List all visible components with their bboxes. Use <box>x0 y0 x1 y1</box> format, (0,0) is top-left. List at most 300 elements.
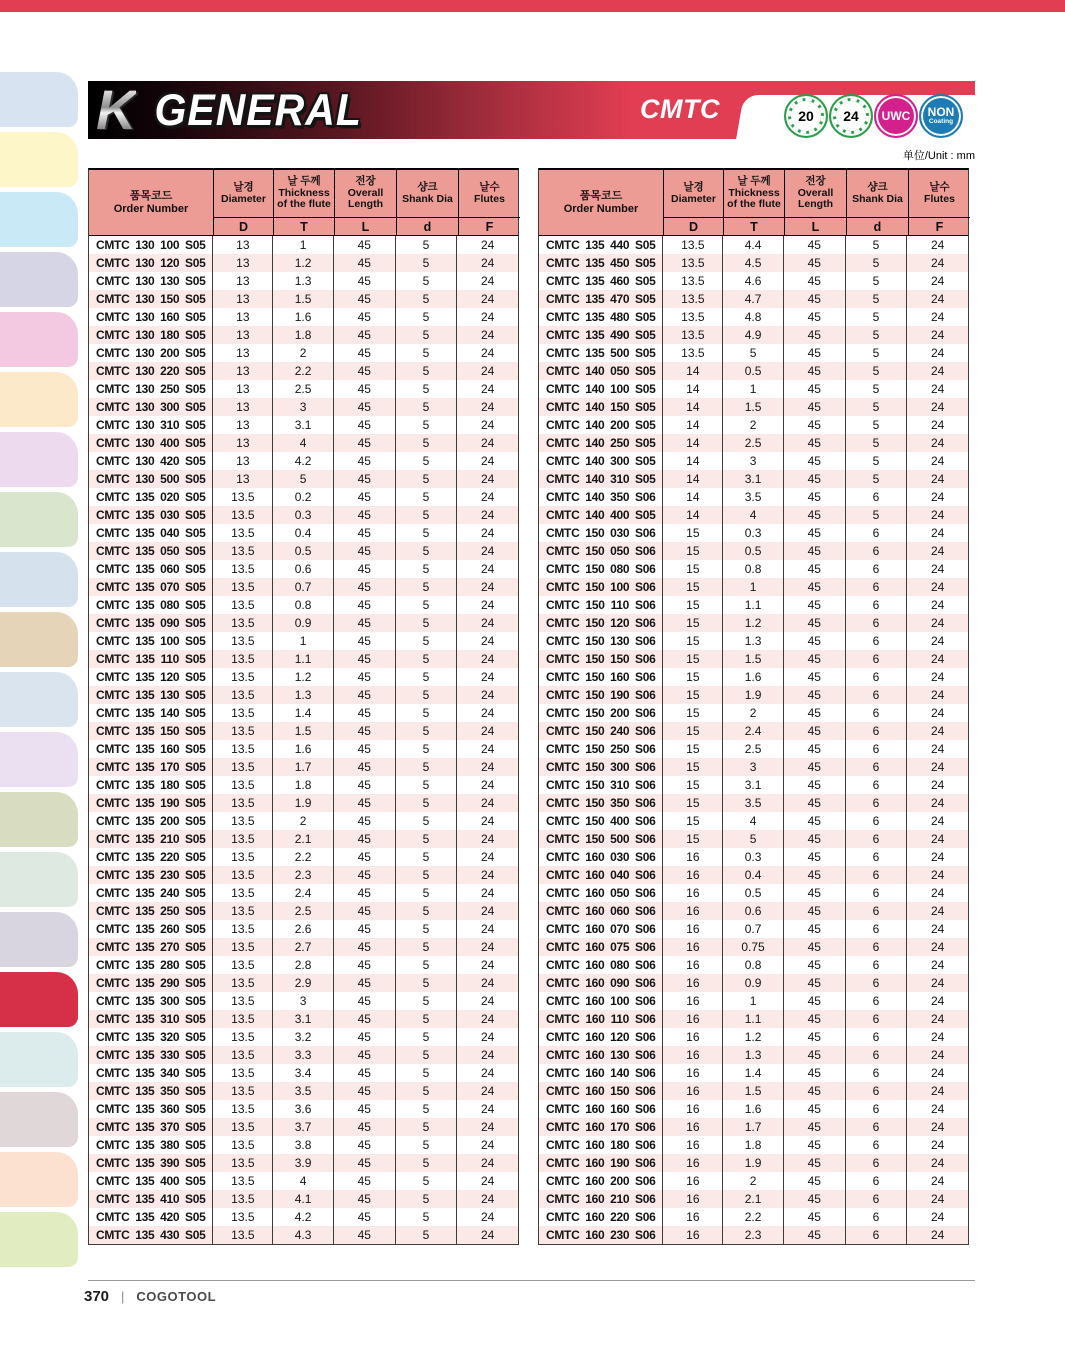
value-cell: 1.4 <box>722 1064 783 1082</box>
order-number-part: S06 <box>635 634 656 648</box>
value-cell: 24 <box>456 830 518 848</box>
order-number-part: CMTC <box>546 328 580 342</box>
value-cell: 24 <box>906 794 968 812</box>
value-cell: 6 <box>845 1010 907 1028</box>
order-number-part: 140 <box>585 454 605 468</box>
order-number-part: S06 <box>635 1210 656 1224</box>
value-cell: 3.7 <box>272 1118 333 1136</box>
order-number-cell <box>89 920 212 938</box>
order-number-cell <box>89 254 212 272</box>
value-cell: 0.3 <box>272 506 333 524</box>
value-cell: 45 <box>783 668 845 686</box>
value-cell: 24 <box>456 542 518 560</box>
value-cell: 45 <box>783 1136 845 1154</box>
order-number-part: S05 <box>185 1210 206 1224</box>
table-row <box>539 1154 968 1172</box>
order-number-part: 170 <box>610 1120 630 1134</box>
table-row <box>89 398 518 416</box>
value-cell: 45 <box>783 884 845 902</box>
order-number-part: 140 <box>585 508 605 522</box>
value-cell: 24 <box>906 956 968 974</box>
order-number-part: 135 <box>135 1228 155 1242</box>
order-number-part: CMTC <box>96 850 130 864</box>
value-cell: 24 <box>906 416 968 434</box>
value-cell: 5 <box>395 1010 457 1028</box>
order-number-part: 110 <box>610 598 630 612</box>
value-cell: 1 <box>722 380 783 398</box>
order-number-part: 250 <box>610 436 630 450</box>
value-cell: 45 <box>333 866 395 884</box>
order-number-part: 240 <box>610 724 630 738</box>
table-row <box>89 452 518 470</box>
order-number-part: S05 <box>185 1030 206 1044</box>
order-number-part: CMTC <box>96 346 130 360</box>
table-row <box>539 650 968 668</box>
table-row <box>89 344 518 362</box>
order-number-part: CMTC <box>96 274 130 288</box>
value-cell: 6 <box>845 758 907 776</box>
sidebar-tab[interactable] <box>0 912 78 967</box>
value-cell: 1 <box>272 632 333 650</box>
order-number-part: 160 <box>585 1174 605 1188</box>
order-number-part: 040 <box>160 526 180 540</box>
value-cell: 24 <box>906 380 968 398</box>
value-cell: 45 <box>783 326 845 344</box>
value-cell: 45 <box>333 1154 395 1172</box>
value-cell: 6 <box>845 1172 907 1190</box>
value-cell: 5 <box>395 398 457 416</box>
value-cell: 45 <box>333 758 395 776</box>
value-cell: 45 <box>333 254 395 272</box>
value-cell: 3.5 <box>722 794 783 812</box>
value-cell: 3 <box>272 992 333 1010</box>
order-number-part: 360 <box>160 1102 180 1116</box>
order-number-part: 130 <box>135 364 155 378</box>
order-number-cell <box>89 290 212 308</box>
order-number-part: CMTC <box>96 508 130 522</box>
order-number-part: CMTC <box>546 1210 580 1224</box>
value-cell: 16 <box>662 1208 722 1226</box>
value-cell: 16 <box>662 1046 722 1064</box>
value-cell: 5 <box>845 254 907 272</box>
value-cell: 24 <box>456 686 518 704</box>
order-number-part: 160 <box>160 742 180 756</box>
value-cell: 4.4 <box>722 236 783 254</box>
order-number-part: 140 <box>160 706 180 720</box>
order-number-part: 150 <box>585 544 605 558</box>
order-number-cell <box>539 776 662 794</box>
order-number-part: 135 <box>135 562 155 576</box>
order-number-part: CMTC <box>96 400 130 414</box>
value-cell: 24 <box>456 740 518 758</box>
column-symbol: d <box>846 217 908 235</box>
value-cell: 6 <box>845 1118 907 1136</box>
order-number-cell <box>539 938 662 956</box>
order-number-cell <box>89 506 212 524</box>
order-number-part: 310 <box>160 1012 180 1026</box>
order-number-part: 135 <box>135 634 155 648</box>
sidebar-tab[interactable] <box>0 372 78 427</box>
value-cell: 45 <box>783 686 845 704</box>
order-number-part: CMTC <box>546 940 580 954</box>
table-row <box>539 722 968 740</box>
order-number-part: S05 <box>185 616 206 630</box>
value-cell: 1 <box>722 578 783 596</box>
order-number-cell <box>539 1226 662 1244</box>
table-row <box>89 578 518 596</box>
sidebar-tab[interactable] <box>0 1212 78 1267</box>
order-number-part: S06 <box>635 1138 656 1152</box>
value-cell: 13.5 <box>212 974 272 992</box>
value-cell: 5 <box>395 1136 457 1154</box>
order-number-part: 300 <box>160 994 180 1008</box>
order-number-cell <box>539 578 662 596</box>
order-number-part: 120 <box>160 670 180 684</box>
value-cell: 45 <box>333 1208 395 1226</box>
value-cell: 24 <box>456 254 518 272</box>
order-number-part: 270 <box>160 940 180 954</box>
value-cell: 4.8 <box>722 308 783 326</box>
table-row <box>89 290 518 308</box>
order-number-part: 160 <box>585 1228 605 1242</box>
order-number-part: 135 <box>585 346 605 360</box>
value-cell: 24 <box>906 650 968 668</box>
order-number-part: 250 <box>610 742 630 756</box>
value-cell: 45 <box>333 776 395 794</box>
value-cell: 13.5 <box>212 1028 272 1046</box>
value-cell: 5 <box>395 1226 457 1244</box>
column-header <box>723 170 784 217</box>
value-cell: 45 <box>333 848 395 866</box>
value-cell: 5 <box>395 722 457 740</box>
badge-label: NON <box>927 105 955 120</box>
table-row <box>89 542 518 560</box>
order-number-part: 150 <box>585 652 605 666</box>
order-number-part: 130 <box>160 274 180 288</box>
order-number-cell <box>539 974 662 992</box>
order-number-part: 135 <box>135 652 155 666</box>
order-number-part: 030 <box>160 508 180 522</box>
order-number-part: S06 <box>635 904 656 918</box>
sidebar-tab[interactable] <box>0 792 78 847</box>
value-cell: 2.1 <box>722 1190 783 1208</box>
order-number-cell <box>89 272 212 290</box>
order-number-cell <box>89 542 212 560</box>
value-cell: 14 <box>662 488 722 506</box>
order-number-part: 160 <box>585 1156 605 1170</box>
value-cell: 13.5 <box>212 956 272 974</box>
value-cell: 4.2 <box>272 1208 333 1226</box>
order-number-cell <box>539 542 662 560</box>
order-number-part: CMTC <box>96 598 130 612</box>
value-cell: 2.6 <box>272 920 333 938</box>
table-row <box>539 578 968 596</box>
order-number-part: CMTC <box>546 652 580 666</box>
order-number-part: CMTC <box>96 958 130 972</box>
sidebar-tab[interactable] <box>0 612 78 667</box>
order-number-part: 180 <box>160 778 180 792</box>
order-number-part: 135 <box>135 1210 155 1224</box>
column-header <box>334 170 396 217</box>
value-cell: 45 <box>333 956 395 974</box>
value-cell: 24 <box>906 506 968 524</box>
value-cell: 45 <box>333 1082 395 1100</box>
value-cell: 13 <box>212 308 272 326</box>
order-number-part: 130 <box>135 328 155 342</box>
value-cell: 45 <box>333 686 395 704</box>
sidebar-tab[interactable] <box>0 1032 78 1087</box>
table-row <box>539 632 968 650</box>
order-number-cell <box>89 722 212 740</box>
value-cell: 45 <box>333 290 395 308</box>
order-number-cell <box>539 992 662 1010</box>
value-cell: 14 <box>662 416 722 434</box>
value-cell: 5 <box>395 236 457 254</box>
value-cell: 1.2 <box>272 254 333 272</box>
order-number-cell <box>539 722 662 740</box>
value-cell: 15 <box>662 758 722 776</box>
table-row <box>539 956 968 974</box>
table-row <box>539 992 968 1010</box>
order-number-part: S05 <box>185 1138 206 1152</box>
sidebar-tab[interactable] <box>0 1092 78 1147</box>
value-cell: 13 <box>212 344 272 362</box>
order-number-part: S05 <box>185 814 206 828</box>
order-number-part: S05 <box>185 472 206 486</box>
table-row <box>539 866 968 884</box>
order-number-part: 135 <box>135 1156 155 1170</box>
order-number-cell <box>89 848 212 866</box>
table-row <box>89 1028 518 1046</box>
order-number-part: CMTC <box>96 652 130 666</box>
order-number-part: S05 <box>185 508 206 522</box>
order-number-part: CMTC <box>546 1120 580 1134</box>
footer <box>84 1288 216 1305</box>
value-cell: 5 <box>722 830 783 848</box>
order-number-cell <box>89 1010 212 1028</box>
order-number-part: CMTC <box>96 418 130 432</box>
sidebar-tab[interactable] <box>0 1152 78 1207</box>
value-cell: 45 <box>333 1046 395 1064</box>
table-row <box>539 740 968 758</box>
order-number-part: 160 <box>585 1102 605 1116</box>
order-number-part: 135 <box>135 1138 155 1152</box>
order-number-part: CMTC <box>546 1192 580 1206</box>
value-cell: 15 <box>662 686 722 704</box>
value-cell: 5 <box>395 542 457 560</box>
value-cell: 45 <box>783 434 845 452</box>
value-cell: 5 <box>395 1190 457 1208</box>
table-row <box>539 1172 968 1190</box>
order-number-part: 200 <box>610 706 630 720</box>
value-cell: 45 <box>783 1082 845 1100</box>
order-number-part: S06 <box>635 1084 656 1098</box>
value-cell: 5 <box>395 668 457 686</box>
order-number-cell <box>539 812 662 830</box>
order-number-part: CMTC <box>96 832 130 846</box>
order-number-cell <box>89 398 212 416</box>
order-number-part: CMTC <box>546 1156 580 1170</box>
table-row <box>89 596 518 614</box>
order-number-part: S05 <box>185 328 206 342</box>
value-cell: 24 <box>906 362 968 380</box>
value-cell: 45 <box>333 614 395 632</box>
value-cell: 45 <box>783 848 845 866</box>
value-cell: 5 <box>395 938 457 956</box>
sidebar-tab[interactable] <box>0 672 78 727</box>
order-number-part: CMTC <box>546 580 580 594</box>
order-number-part: CMTC <box>546 346 580 360</box>
order-number-part: 150 <box>585 670 605 684</box>
order-number-part: 100 <box>610 580 630 594</box>
order-number-part: 220 <box>160 850 180 864</box>
value-cell: 1.2 <box>272 668 333 686</box>
value-cell: 13.5 <box>212 812 272 830</box>
sidebar-tab[interactable] <box>0 72 78 127</box>
order-number-part: S05 <box>185 634 206 648</box>
order-number-part: CMTC <box>546 598 580 612</box>
order-number-cell <box>89 524 212 542</box>
value-cell: 24 <box>906 524 968 542</box>
badge-uwc-icon <box>874 94 918 138</box>
order-number-part: 250 <box>160 382 180 396</box>
table-row <box>89 722 518 740</box>
value-cell: 1.3 <box>722 1046 783 1064</box>
order-number-part: 135 <box>135 832 155 846</box>
order-number-part: S05 <box>185 1156 206 1170</box>
value-cell: 24 <box>456 236 518 254</box>
sidebar-tab[interactable] <box>0 552 78 607</box>
value-cell: 24 <box>456 866 518 884</box>
value-cell: 24 <box>906 1154 968 1172</box>
value-cell: 45 <box>783 650 845 668</box>
order-number-part: S05 <box>185 1174 206 1188</box>
value-cell: 5 <box>395 254 457 272</box>
order-number-part: 310 <box>160 418 180 432</box>
column-symbol: L <box>784 217 846 235</box>
order-number-part: 400 <box>160 436 180 450</box>
sidebar-tab[interactable] <box>0 852 78 907</box>
order-number-part: S06 <box>635 1066 656 1080</box>
value-cell: 13.5 <box>212 1172 272 1190</box>
order-number-cell <box>89 362 212 380</box>
value-cell: 24 <box>456 452 518 470</box>
column-header-korean: 날 두께 <box>737 174 771 187</box>
value-cell: 24 <box>906 596 968 614</box>
value-cell: 6 <box>845 1190 907 1208</box>
order-number-cell <box>89 866 212 884</box>
order-number-part: 135 <box>585 292 605 306</box>
order-number-part: S05 <box>185 904 206 918</box>
order-number-part: 135 <box>135 1066 155 1080</box>
value-cell: 6 <box>845 992 907 1010</box>
sidebar-tab[interactable] <box>0 432 78 487</box>
order-number-part: CMTC <box>546 292 580 306</box>
value-cell: 1.9 <box>722 686 783 704</box>
column-header <box>396 170 458 217</box>
order-number-part: CMTC <box>96 994 130 1008</box>
order-number-part: 150 <box>585 778 605 792</box>
value-cell: 5 <box>395 308 457 326</box>
value-cell: 13.5 <box>212 1190 272 1208</box>
value-cell: 24 <box>906 902 968 920</box>
value-cell: 5 <box>845 452 907 470</box>
sidebar-tab[interactable] <box>0 252 78 307</box>
order-number-part: CMTC <box>96 868 130 882</box>
value-cell: 24 <box>906 290 968 308</box>
value-cell: 24 <box>456 1010 518 1028</box>
order-number-cell <box>539 380 662 398</box>
order-number-part: 160 <box>585 1084 605 1098</box>
order-number-part: 075 <box>610 940 630 954</box>
value-cell: 13.5 <box>212 704 272 722</box>
table-row <box>539 542 968 560</box>
value-cell: 45 <box>783 1172 845 1190</box>
order-number-part: CMTC <box>546 526 580 540</box>
value-cell: 13.5 <box>212 758 272 776</box>
column-header-korean: 품목코드 <box>579 190 623 203</box>
order-number-part: CMTC <box>546 400 580 414</box>
order-number-part: S05 <box>185 940 206 954</box>
value-cell: 6 <box>845 560 907 578</box>
sidebar-tab[interactable] <box>0 732 78 787</box>
order-number-part: 140 <box>585 364 605 378</box>
order-number-part: 300 <box>160 400 180 414</box>
table-row <box>539 380 968 398</box>
sidebar-tab[interactable] <box>0 492 78 547</box>
order-number-part: CMTC <box>96 436 130 450</box>
order-number-part: 130 <box>135 310 155 324</box>
value-cell: 4.7 <box>722 290 783 308</box>
value-cell: 16 <box>662 902 722 920</box>
value-cell: 24 <box>906 686 968 704</box>
table-row <box>89 488 518 506</box>
sidebar-tab[interactable] <box>0 192 78 247</box>
value-cell: 5 <box>395 1118 457 1136</box>
order-number-part: 150 <box>585 688 605 702</box>
order-number-part: S05 <box>185 1084 206 1098</box>
order-number-cell <box>89 1226 212 1244</box>
table-row <box>89 506 518 524</box>
order-number-part: 200 <box>160 346 180 360</box>
order-number-cell <box>539 560 662 578</box>
value-cell: 13.5 <box>662 308 722 326</box>
column-header-korean: 날경 <box>683 180 704 193</box>
order-number-part: 240 <box>160 886 180 900</box>
table-row <box>539 488 968 506</box>
table-row <box>89 884 518 902</box>
order-number-part: 420 <box>160 454 180 468</box>
table-row <box>539 776 968 794</box>
badge-sublabel: Coating <box>928 118 954 126</box>
order-number-part: 150 <box>585 832 605 846</box>
order-number-part: 480 <box>610 310 630 324</box>
order-number-part: 350 <box>160 1084 180 1098</box>
sidebar-tab-active[interactable] <box>0 972 78 1027</box>
value-cell: 24 <box>456 884 518 902</box>
value-cell: 1.6 <box>272 308 333 326</box>
sidebar-tab[interactable] <box>0 312 78 367</box>
value-cell: 24 <box>456 1082 518 1100</box>
value-cell: 24 <box>906 452 968 470</box>
value-cell: 24 <box>906 398 968 416</box>
sidebar-tab[interactable] <box>0 132 78 187</box>
value-cell: 6 <box>845 1082 907 1100</box>
order-number-part: 160 <box>585 886 605 900</box>
order-number-part: 135 <box>585 274 605 288</box>
value-cell: 14 <box>662 506 722 524</box>
value-cell: 13 <box>212 470 272 488</box>
